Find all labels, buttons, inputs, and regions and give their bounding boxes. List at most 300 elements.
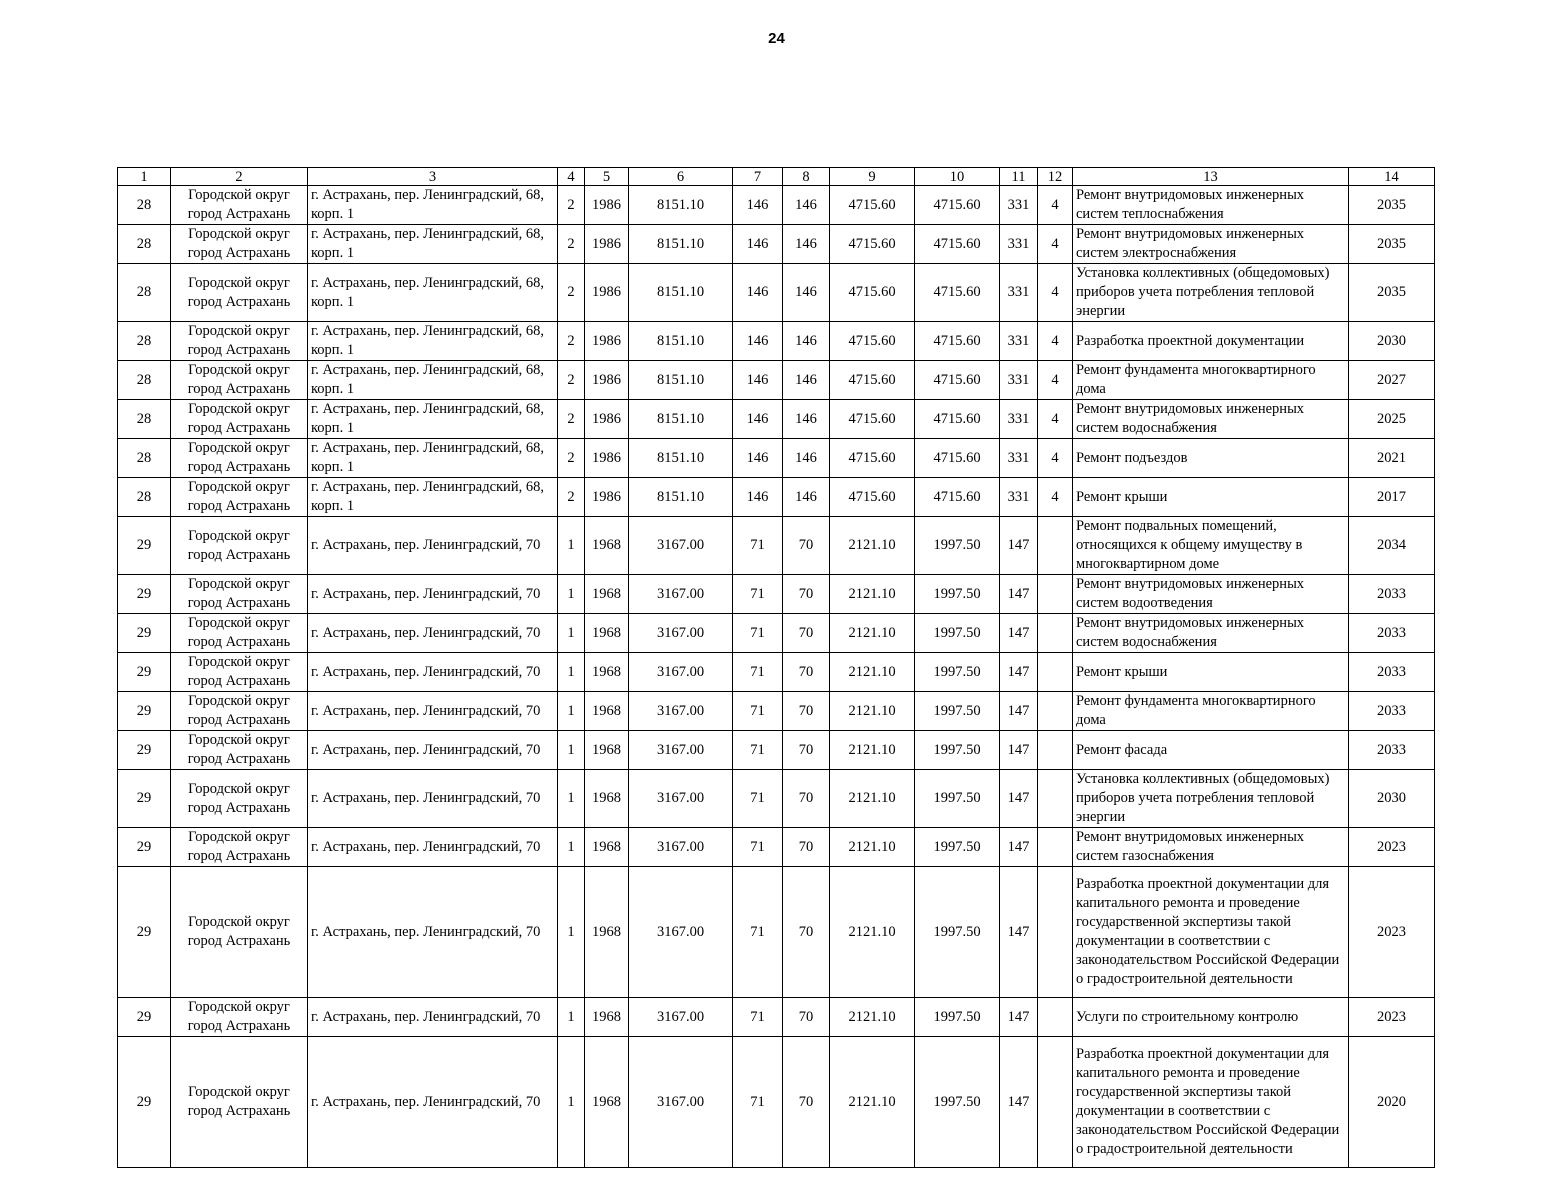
column-header-6: 6 xyxy=(629,168,733,186)
cell-private-area: 1997.50 xyxy=(915,770,1000,828)
cell-residential-units: 146 xyxy=(783,225,830,264)
cell-planned-year: 2017 xyxy=(1349,478,1435,517)
cell-stairwells xyxy=(1038,1037,1073,1168)
cell-total-area: 3167.00 xyxy=(629,998,733,1037)
cell-work-type: Разработка проектной документации xyxy=(1073,322,1349,361)
cell-private-area: 4715.60 xyxy=(915,264,1000,322)
cell-apartments: 146 xyxy=(733,478,783,517)
cell-residential-units: 146 xyxy=(783,439,830,478)
cell-residential-units: 70 xyxy=(783,575,830,614)
cell-row-number: 28 xyxy=(118,439,171,478)
cell-residents: 147 xyxy=(1000,828,1038,867)
cell-stairwells xyxy=(1038,731,1073,770)
cell-work-type: Ремонт крыши xyxy=(1073,653,1349,692)
cell-residents: 331 xyxy=(1000,478,1038,517)
column-header-3: 3 xyxy=(308,168,558,186)
cell-residential-area: 2121.10 xyxy=(830,770,915,828)
cell-floors: 1 xyxy=(558,653,585,692)
cell-private-area: 1997.50 xyxy=(915,1037,1000,1168)
cell-apartments: 71 xyxy=(733,614,783,653)
cell-residents: 147 xyxy=(1000,998,1038,1037)
column-header-7: 7 xyxy=(733,168,783,186)
table-row xyxy=(118,1037,1435,1168)
cell-residents: 331 xyxy=(1000,186,1038,225)
cell-private-area: 1997.50 xyxy=(915,828,1000,867)
cell-municipality: Городской округ город Астрахань xyxy=(171,1037,308,1168)
cell-build-year: 1968 xyxy=(585,731,629,770)
cell-floors: 2 xyxy=(558,439,585,478)
cell-municipality: Городской округ город Астрахань xyxy=(171,186,308,225)
cell-residents: 147 xyxy=(1000,614,1038,653)
cell-floors: 1 xyxy=(558,575,585,614)
cell-municipality: Городской округ город Астрахань xyxy=(171,225,308,264)
table-row xyxy=(118,867,1435,998)
column-header-12: 12 xyxy=(1038,168,1073,186)
cell-floors: 2 xyxy=(558,322,585,361)
cell-row-number: 29 xyxy=(118,653,171,692)
cell-planned-year: 2033 xyxy=(1349,692,1435,731)
cell-planned-year: 2034 xyxy=(1349,517,1435,575)
cell-private-area: 4715.60 xyxy=(915,361,1000,400)
cell-row-number: 29 xyxy=(118,731,171,770)
cell-planned-year: 2030 xyxy=(1349,322,1435,361)
cell-apartments: 146 xyxy=(733,264,783,322)
cell-floors: 2 xyxy=(558,225,585,264)
table-row xyxy=(118,439,1435,478)
cell-residential-units: 146 xyxy=(783,361,830,400)
cell-private-area: 4715.60 xyxy=(915,400,1000,439)
cell-work-type: Ремонт фундамента многоквартирного дома xyxy=(1073,361,1349,400)
cell-row-number: 29 xyxy=(118,614,171,653)
cell-residential-units: 146 xyxy=(783,478,830,517)
cell-address: г. Астрахань, пер. Ленинградский, 70 xyxy=(308,731,558,770)
cell-address: г. Астрахань, пер. Ленинградский, 68, корп. 1 xyxy=(308,186,558,225)
cell-private-area: 1997.50 xyxy=(915,692,1000,731)
cell-row-number: 29 xyxy=(118,770,171,828)
cell-municipality: Городской округ город Астрахань xyxy=(171,731,308,770)
cell-build-year: 1986 xyxy=(585,322,629,361)
cell-total-area: 3167.00 xyxy=(629,828,733,867)
table-row xyxy=(118,692,1435,731)
cell-planned-year: 2033 xyxy=(1349,575,1435,614)
column-header-5: 5 xyxy=(585,168,629,186)
cell-work-type: Ремонт внутридомовых инженерных систем электроснабжения xyxy=(1073,225,1349,264)
cell-address: г. Астрахань, пер. Ленинградский, 70 xyxy=(308,653,558,692)
cell-build-year: 1986 xyxy=(585,361,629,400)
cell-address: г. Астрахань, пер. Ленинградский, 70 xyxy=(308,614,558,653)
cell-work-type: Разработка проектной документации для капитального ремонта и проведение государственной экспертизы такой документации в соответствии с законодательством Российской Федерации о градостроительной деятельности xyxy=(1073,1037,1349,1168)
cell-residents: 147 xyxy=(1000,653,1038,692)
cell-private-area: 4715.60 xyxy=(915,225,1000,264)
cell-build-year: 1968 xyxy=(585,1037,629,1168)
cell-residential-area: 4715.60 xyxy=(830,264,915,322)
cell-residential-units: 70 xyxy=(783,998,830,1037)
cell-planned-year: 2030 xyxy=(1349,770,1435,828)
cell-stairwells: 4 xyxy=(1038,439,1073,478)
cell-residential-area: 2121.10 xyxy=(830,731,915,770)
cell-apartments: 71 xyxy=(733,1037,783,1168)
cell-stairwells xyxy=(1038,614,1073,653)
cell-address: г. Астрахань, пер. Ленинградский, 68, корп. 1 xyxy=(308,361,558,400)
cell-work-type: Установка коллективных (общедомовых) приборов учета потребления тепловой энергии xyxy=(1073,264,1349,322)
cell-stairwells xyxy=(1038,998,1073,1037)
cell-private-area: 1997.50 xyxy=(915,731,1000,770)
cell-total-area: 8151.10 xyxy=(629,439,733,478)
table-row xyxy=(118,828,1435,867)
cell-private-area: 4715.60 xyxy=(915,186,1000,225)
cell-floors: 1 xyxy=(558,998,585,1037)
cell-stairwells: 4 xyxy=(1038,478,1073,517)
cell-stairwells: 4 xyxy=(1038,225,1073,264)
cell-residential-area: 4715.60 xyxy=(830,186,915,225)
cell-apartments: 71 xyxy=(733,692,783,731)
cell-work-type: Ремонт фундамента многоквартирного дома xyxy=(1073,692,1349,731)
cell-municipality: Городской округ город Астрахань xyxy=(171,653,308,692)
cell-total-area: 3167.00 xyxy=(629,653,733,692)
cell-floors: 1 xyxy=(558,867,585,998)
cell-apartments: 71 xyxy=(733,653,783,692)
cell-total-area: 3167.00 xyxy=(629,692,733,731)
cell-residents: 331 xyxy=(1000,400,1038,439)
column-header-9: 9 xyxy=(830,168,915,186)
column-header-1: 1 xyxy=(118,168,171,186)
table-row xyxy=(118,186,1435,225)
cell-residential-units: 70 xyxy=(783,770,830,828)
cell-planned-year: 2025 xyxy=(1349,400,1435,439)
cell-residents: 147 xyxy=(1000,1037,1038,1168)
cell-planned-year: 2027 xyxy=(1349,361,1435,400)
table-row xyxy=(118,998,1435,1037)
cell-total-area: 3167.00 xyxy=(629,867,733,998)
column-header-14: 14 xyxy=(1349,168,1435,186)
table-row xyxy=(118,731,1435,770)
cell-residential-area: 2121.10 xyxy=(830,575,915,614)
cell-residential-area: 2121.10 xyxy=(830,1037,915,1168)
cell-residents: 331 xyxy=(1000,225,1038,264)
cell-residential-area: 2121.10 xyxy=(830,517,915,575)
cell-total-area: 8151.10 xyxy=(629,361,733,400)
cell-stairwells xyxy=(1038,692,1073,731)
cell-private-area: 1997.50 xyxy=(915,653,1000,692)
cell-apartments: 146 xyxy=(733,322,783,361)
cell-apartments: 71 xyxy=(733,867,783,998)
cell-private-area: 4715.60 xyxy=(915,439,1000,478)
cell-total-area: 8151.10 xyxy=(629,478,733,517)
table-row xyxy=(118,264,1435,322)
column-header-4: 4 xyxy=(558,168,585,186)
cell-address: г. Астрахань, пер. Ленинградский, 70 xyxy=(308,867,558,998)
cell-row-number: 29 xyxy=(118,867,171,998)
table-row xyxy=(118,400,1435,439)
cell-municipality: Городской округ город Астрахань xyxy=(171,770,308,828)
cell-stairwells: 4 xyxy=(1038,361,1073,400)
cell-floors: 1 xyxy=(558,1037,585,1168)
cell-municipality: Городской округ город Астрахань xyxy=(171,264,308,322)
cell-planned-year: 2033 xyxy=(1349,653,1435,692)
column-header-2: 2 xyxy=(171,168,308,186)
cell-total-area: 3167.00 xyxy=(629,575,733,614)
cell-municipality: Городской округ город Астрахань xyxy=(171,517,308,575)
cell-apartments: 146 xyxy=(733,186,783,225)
cell-residential-area: 4715.60 xyxy=(830,322,915,361)
cell-build-year: 1968 xyxy=(585,653,629,692)
cell-residential-units: 146 xyxy=(783,400,830,439)
table-row xyxy=(118,575,1435,614)
cell-floors: 1 xyxy=(558,517,585,575)
cell-row-number: 28 xyxy=(118,186,171,225)
cell-work-type: Ремонт подъездов xyxy=(1073,439,1349,478)
cell-build-year: 1968 xyxy=(585,692,629,731)
cell-private-area: 1997.50 xyxy=(915,517,1000,575)
cell-build-year: 1968 xyxy=(585,770,629,828)
cell-apartments: 71 xyxy=(733,731,783,770)
cell-address: г. Астрахань, пер. Ленинградский, 70 xyxy=(308,1037,558,1168)
cell-residential-area: 4715.60 xyxy=(830,400,915,439)
cell-planned-year: 2035 xyxy=(1349,186,1435,225)
cell-municipality: Городской округ город Астрахань xyxy=(171,400,308,439)
cell-row-number: 28 xyxy=(118,264,171,322)
cell-residential-area: 2121.10 xyxy=(830,653,915,692)
cell-planned-year: 2021 xyxy=(1349,439,1435,478)
cell-residents: 147 xyxy=(1000,731,1038,770)
cell-planned-year: 2023 xyxy=(1349,828,1435,867)
cell-residents: 147 xyxy=(1000,517,1038,575)
cell-planned-year: 2023 xyxy=(1349,867,1435,998)
cell-residential-area: 2121.10 xyxy=(830,692,915,731)
cell-residential-area: 4715.60 xyxy=(830,361,915,400)
cell-build-year: 1986 xyxy=(585,400,629,439)
cell-work-type: Ремонт внутридомовых инженерных систем теплоснабжения xyxy=(1073,186,1349,225)
column-header-11: 11 xyxy=(1000,168,1038,186)
cell-municipality: Городской округ город Астрахань xyxy=(171,998,308,1037)
cell-address: г. Астрахань, пер. Ленинградский, 68, корп. 1 xyxy=(308,322,558,361)
cell-residents: 147 xyxy=(1000,867,1038,998)
cell-total-area: 3167.00 xyxy=(629,517,733,575)
cell-row-number: 28 xyxy=(118,322,171,361)
cell-stairwells xyxy=(1038,575,1073,614)
cell-residential-units: 70 xyxy=(783,731,830,770)
table-row xyxy=(118,361,1435,400)
cell-residential-units: 146 xyxy=(783,186,830,225)
cell-total-area: 3167.00 xyxy=(629,1037,733,1168)
cell-row-number: 29 xyxy=(118,1037,171,1168)
cell-apartments: 71 xyxy=(733,828,783,867)
cell-municipality: Городской округ город Астрахань xyxy=(171,867,308,998)
table-row xyxy=(118,517,1435,575)
page-number: 24 xyxy=(768,30,785,47)
cell-work-type: Ремонт подвальных помещений, относящихся к общему имуществу в многоквартирном доме xyxy=(1073,517,1349,575)
cell-build-year: 1968 xyxy=(585,575,629,614)
cell-row-number: 28 xyxy=(118,478,171,517)
cell-apartments: 146 xyxy=(733,225,783,264)
cell-address: г. Астрахань, пер. Ленинградский, 70 xyxy=(308,692,558,731)
cell-residential-area: 2121.10 xyxy=(830,614,915,653)
cell-residential-units: 70 xyxy=(783,517,830,575)
cell-total-area: 8151.10 xyxy=(629,322,733,361)
cell-stairwells xyxy=(1038,517,1073,575)
cell-municipality: Городской округ город Астрахань xyxy=(171,575,308,614)
cell-residents: 331 xyxy=(1000,264,1038,322)
cell-residential-units: 70 xyxy=(783,828,830,867)
cell-apartments: 146 xyxy=(733,361,783,400)
cell-total-area: 3167.00 xyxy=(629,770,733,828)
cell-build-year: 1968 xyxy=(585,614,629,653)
header-row xyxy=(118,168,1435,186)
cell-row-number: 29 xyxy=(118,575,171,614)
cell-municipality: Городской округ город Астрахань xyxy=(171,361,308,400)
cell-residential-units: 70 xyxy=(783,614,830,653)
table-row xyxy=(118,770,1435,828)
cell-private-area: 1997.50 xyxy=(915,614,1000,653)
cell-floors: 1 xyxy=(558,692,585,731)
cell-apartments: 71 xyxy=(733,770,783,828)
cell-address: г. Астрахань, пер. Ленинградский, 68, корп. 1 xyxy=(308,400,558,439)
cell-residential-area: 2121.10 xyxy=(830,998,915,1037)
cell-residents: 331 xyxy=(1000,361,1038,400)
cell-address: г. Астрахань, пер. Ленинградский, 70 xyxy=(308,770,558,828)
cell-residential-units: 70 xyxy=(783,1037,830,1168)
cell-municipality: Городской округ город Астрахань xyxy=(171,692,308,731)
cell-stairwells xyxy=(1038,653,1073,692)
table-row xyxy=(118,614,1435,653)
table-row xyxy=(118,225,1435,264)
cell-residential-area: 4715.60 xyxy=(830,478,915,517)
cell-planned-year: 2023 xyxy=(1349,998,1435,1037)
cell-municipality: Городской округ город Астрахань xyxy=(171,439,308,478)
cell-planned-year: 2033 xyxy=(1349,614,1435,653)
cell-planned-year: 2020 xyxy=(1349,1037,1435,1168)
cell-total-area: 3167.00 xyxy=(629,731,733,770)
cell-row-number: 28 xyxy=(118,225,171,264)
cell-residents: 331 xyxy=(1000,322,1038,361)
cell-residential-area: 2121.10 xyxy=(830,867,915,998)
cell-residential-units: 70 xyxy=(783,692,830,731)
cell-stairwells xyxy=(1038,867,1073,998)
cell-row-number: 28 xyxy=(118,400,171,439)
column-number-header xyxy=(118,168,1435,186)
cell-floors: 1 xyxy=(558,614,585,653)
cell-work-type: Ремонт фасада xyxy=(1073,731,1349,770)
cell-build-year: 1968 xyxy=(585,828,629,867)
repair-schedule-table xyxy=(117,167,1435,1168)
cell-municipality: Городской округ город Астрахань xyxy=(171,478,308,517)
cell-stairwells xyxy=(1038,828,1073,867)
cell-residential-area: 4715.60 xyxy=(830,439,915,478)
cell-work-type: Услуги по строительному контролю xyxy=(1073,998,1349,1037)
cell-total-area: 8151.10 xyxy=(629,225,733,264)
cell-build-year: 1986 xyxy=(585,264,629,322)
cell-row-number: 29 xyxy=(118,998,171,1037)
cell-work-type: Разработка проектной документации для капитального ремонта и проведение государственной экспертизы такой документации в соответствии с законодательством Российской Федерации о градостроительной деятельности xyxy=(1073,867,1349,998)
cell-build-year: 1968 xyxy=(585,998,629,1037)
cell-apartments: 71 xyxy=(733,517,783,575)
cell-floors: 2 xyxy=(558,186,585,225)
cell-row-number: 29 xyxy=(118,517,171,575)
cell-total-area: 8151.10 xyxy=(629,186,733,225)
cell-private-area: 1997.50 xyxy=(915,998,1000,1037)
cell-stairwells xyxy=(1038,770,1073,828)
cell-work-type: Установка коллективных (общедомовых) приборов учета потребления тепловой энергии xyxy=(1073,770,1349,828)
cell-address: г. Астрахань, пер. Ленинградский, 70 xyxy=(308,517,558,575)
cell-build-year: 1986 xyxy=(585,478,629,517)
cell-planned-year: 2035 xyxy=(1349,264,1435,322)
cell-residential-units: 70 xyxy=(783,653,830,692)
cell-build-year: 1968 xyxy=(585,867,629,998)
cell-work-type: Ремонт внутридомовых инженерных систем водоотведения xyxy=(1073,575,1349,614)
cell-address: г. Астрахань, пер. Ленинградский, 68, корп. 1 xyxy=(308,264,558,322)
cell-address: г. Астрахань, пер. Ленинградский, 68, корп. 1 xyxy=(308,478,558,517)
cell-stairwells: 4 xyxy=(1038,400,1073,439)
cell-total-area: 8151.10 xyxy=(629,264,733,322)
cell-build-year: 1986 xyxy=(585,186,629,225)
column-header-10: 10 xyxy=(915,168,1000,186)
cell-planned-year: 2035 xyxy=(1349,225,1435,264)
cell-residential-area: 4715.60 xyxy=(830,225,915,264)
cell-stairwells: 4 xyxy=(1038,264,1073,322)
table-body xyxy=(118,186,1435,1168)
cell-work-type: Ремонт внутридомовых инженерных систем газоснабжения xyxy=(1073,828,1349,867)
cell-residential-units: 70 xyxy=(783,867,830,998)
cell-municipality: Городской округ город Астрахань xyxy=(171,828,308,867)
cell-total-area: 8151.10 xyxy=(629,400,733,439)
cell-build-year: 1986 xyxy=(585,225,629,264)
cell-residents: 147 xyxy=(1000,770,1038,828)
table-row xyxy=(118,478,1435,517)
cell-residential-area: 2121.10 xyxy=(830,828,915,867)
cell-residents: 147 xyxy=(1000,575,1038,614)
cell-build-year: 1986 xyxy=(585,439,629,478)
cell-planned-year: 2033 xyxy=(1349,731,1435,770)
cell-private-area: 4715.60 xyxy=(915,478,1000,517)
cell-stairwells: 4 xyxy=(1038,186,1073,225)
cell-address: г. Астрахань, пер. Ленинградский, 68, корп. 1 xyxy=(308,439,558,478)
cell-row-number: 29 xyxy=(118,828,171,867)
cell-build-year: 1968 xyxy=(585,517,629,575)
cell-floors: 2 xyxy=(558,361,585,400)
cell-work-type: Ремонт крыши xyxy=(1073,478,1349,517)
cell-work-type: Ремонт внутридомовых инженерных систем водоснабжения xyxy=(1073,614,1349,653)
cell-total-area: 3167.00 xyxy=(629,614,733,653)
cell-private-area: 1997.50 xyxy=(915,867,1000,998)
cell-floors: 2 xyxy=(558,478,585,517)
cell-floors: 1 xyxy=(558,828,585,867)
cell-apartments: 146 xyxy=(733,400,783,439)
cell-residential-units: 146 xyxy=(783,322,830,361)
table-row xyxy=(118,322,1435,361)
cell-row-number: 28 xyxy=(118,361,171,400)
cell-floors: 2 xyxy=(558,400,585,439)
cell-floors: 2 xyxy=(558,264,585,322)
cell-residents: 331 xyxy=(1000,439,1038,478)
column-header-8: 8 xyxy=(783,168,830,186)
cell-row-number: 29 xyxy=(118,692,171,731)
cell-private-area: 1997.50 xyxy=(915,575,1000,614)
cell-floors: 1 xyxy=(558,770,585,828)
cell-municipality: Городской округ город Астрахань xyxy=(171,614,308,653)
cell-address: г. Астрахань, пер. Ленинградский, 70 xyxy=(308,998,558,1037)
cell-residential-units: 146 xyxy=(783,264,830,322)
cell-apartments: 71 xyxy=(733,575,783,614)
table-row xyxy=(118,653,1435,692)
cell-address: г. Астрахань, пер. Ленинградский, 70 xyxy=(308,828,558,867)
cell-residents: 147 xyxy=(1000,692,1038,731)
column-header-13: 13 xyxy=(1073,168,1349,186)
cell-private-area: 4715.60 xyxy=(915,322,1000,361)
cell-address: г. Астрахань, пер. Ленинградский, 68, корп. 1 xyxy=(308,225,558,264)
cell-apartments: 71 xyxy=(733,998,783,1037)
cell-stairwells: 4 xyxy=(1038,322,1073,361)
cell-floors: 1 xyxy=(558,731,585,770)
